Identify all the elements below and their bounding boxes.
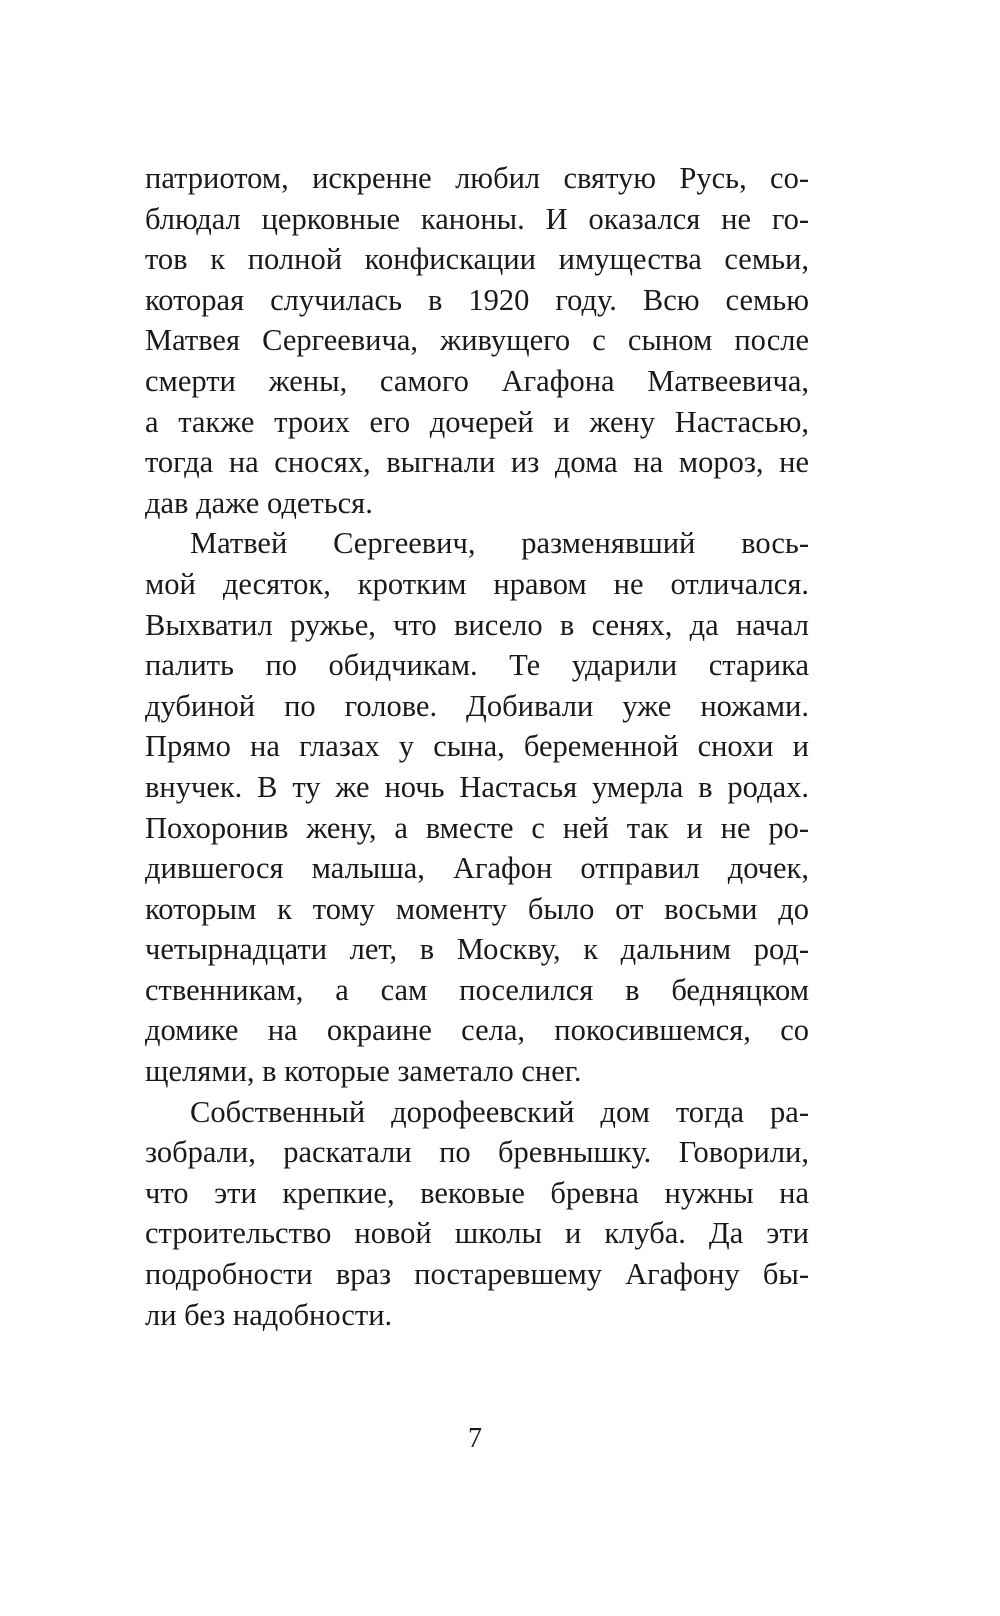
text-line: что эти крепкие, вековые бревна нужны на — [145, 1175, 809, 1210]
text-line: Прямо на глазах у сына, беременной снохи и — [145, 729, 809, 764]
text-line: мой десяток, кротким нравом не отличался. — [145, 566, 809, 601]
text-line: Выхватил ружье, что висело в сенях, да начал — [145, 607, 809, 642]
text-line: патриотом, искренне любил святую Русь, со- — [145, 161, 809, 195]
paragraph-2 — [145, 523, 809, 1091]
text-line: строительство новой школы и клуба. Да эти — [145, 1216, 809, 1251]
text-line: дубиной по голове. Добивали уже ножами. — [145, 688, 809, 723]
text-line: четырнадцати лет, в Москву, к дальним род- — [145, 932, 809, 967]
page-body — [145, 158, 809, 1335]
text-line: зобрали, раскатали по бревнышку. Говорили, — [145, 1135, 809, 1170]
text-line: которая случилась в 1920 году. Всю семью — [145, 282, 809, 317]
paragraph-3 — [145, 1092, 809, 1336]
text-line: тогда на сносях, выгнали из дома на мороз, не — [145, 445, 809, 480]
page-number: 7 — [468, 1423, 482, 1454]
text-line: дав даже одеться. — [145, 485, 373, 520]
text-line: тов к полной конфискации имущества семьи, — [145, 242, 809, 277]
text-line: дившегося малыша, Агафон отправил дочек, — [145, 851, 809, 886]
text-line: щелями, в которые заметало снег. — [145, 1054, 582, 1089]
text-line: домике на окраине села, покосившемся, со — [145, 1013, 809, 1048]
text-line: внучек. В ту же ночь Настасья умерла в родах. — [145, 769, 809, 804]
paragraph-1 — [145, 158, 809, 523]
text-line: ли без надобности. — [145, 1297, 393, 1332]
text-line: смерти жены, самого Агафона Матвеевича, — [145, 363, 809, 398]
text-line: а также троих его дочерей и жену Настасью, — [145, 404, 809, 439]
text-line: ственникам, а сам поселился в бедняцком — [145, 972, 809, 1007]
text-line: Похоронив жену, а вместе с ней так и не ро- — [145, 810, 809, 845]
text-line: Матвей Сергеевич, разменявший вось- — [190, 526, 809, 561]
text-line: Собственный дорофеевский дом тогда ра- — [190, 1094, 809, 1129]
text-line: палить по обидчикам. Те ударили старика — [145, 648, 809, 683]
text-line: подробности враз постаревшему Агафону бы- — [145, 1257, 809, 1292]
text-line: которым к тому моменту было от восьми до — [145, 891, 809, 926]
text-line: блюдал церковные каноны. И оказался не го- — [145, 201, 809, 236]
text-line: Матвея Сергеевича, живущего с сыном после — [145, 323, 809, 358]
